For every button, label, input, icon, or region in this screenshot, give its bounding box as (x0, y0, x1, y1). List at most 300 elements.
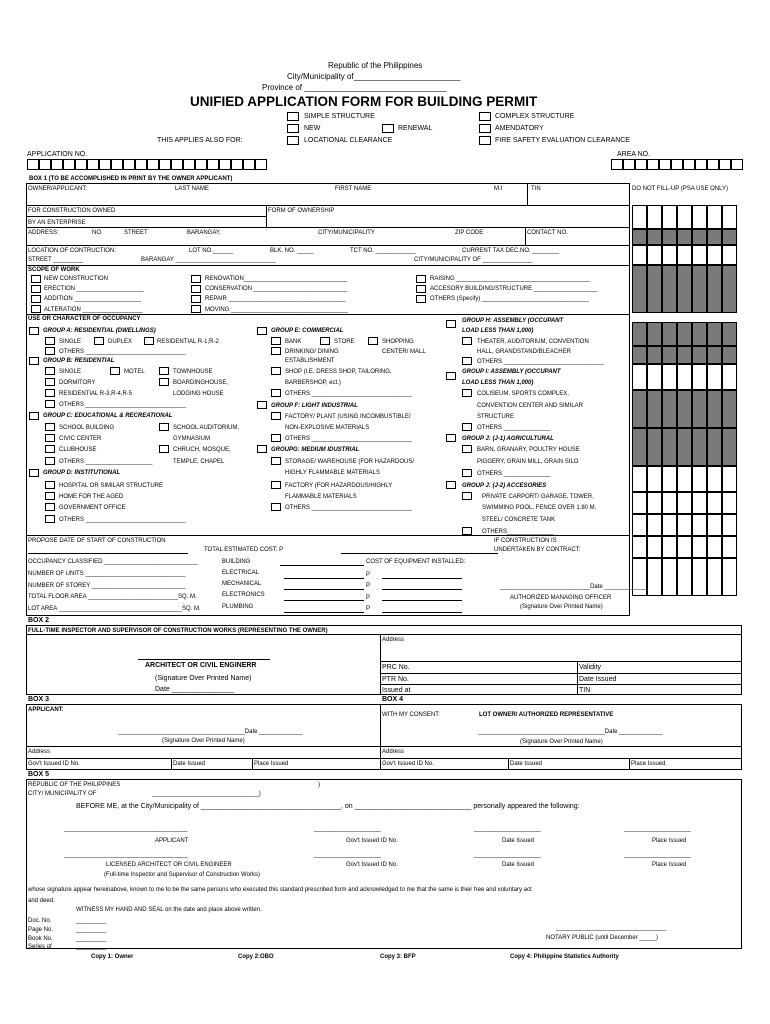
psa-cell[interactable] (632, 428, 647, 466)
location-construction-label: LOCATION OF CONTRUCTION: (28, 248, 116, 254)
c-auditorium-checkbox[interactable] (159, 423, 169, 431)
auth-officer-label: AUTHORIZED MANAGING OFFICER (510, 595, 612, 601)
j1-barn-checkbox[interactable] (462, 445, 472, 453)
psa-cell[interactable] (662, 346, 677, 364)
group-j1-checkbox[interactable] (446, 434, 456, 442)
e-shopping-checkbox[interactable] (368, 337, 378, 345)
psa-cell[interactable] (632, 514, 647, 536)
a-duplex-checkbox[interactable] (94, 337, 104, 345)
city-heading: City/Municipality of________________________ (287, 72, 461, 81)
box2-heading: FULL-TIME INSPECTOR AND SUPERVISOR OF CONSTRUCTION WORKS (REPRESENTING THE OWNER) (28, 628, 328, 634)
psa-cell[interactable] (647, 428, 662, 466)
complex-structure-checkbox[interactable] (479, 112, 491, 121)
psa-cell[interactable] (692, 205, 707, 229)
g-others-label: OTHERS ______________________________ (285, 505, 412, 511)
psa-cell[interactable] (707, 245, 722, 265)
application-no-cell[interactable] (87, 159, 99, 170)
group-c-checkbox[interactable] (29, 412, 39, 420)
b-dorm-checkbox[interactable] (45, 378, 55, 386)
i-coliseum-label: COLISEUM, SPORTS COMPLEX, (477, 391, 569, 397)
notary-place-issued-label: Place Issued (652, 838, 687, 844)
a-others-checkbox[interactable] (45, 347, 55, 355)
i-others-label: OTHERS ______________ (477, 425, 551, 431)
box3-address-label: Address (28, 749, 51, 755)
h-others-checkbox[interactable] (462, 357, 472, 365)
psa-cell[interactable] (662, 558, 677, 596)
area-no-cell[interactable] (647, 159, 659, 170)
psa-cell[interactable] (722, 558, 737, 596)
psa-cell[interactable] (692, 492, 707, 514)
box2-tin-label: TIN (579, 687, 591, 694)
p-label: P (366, 583, 371, 589)
psa-cell[interactable] (692, 364, 707, 390)
b-boarding-checkbox[interactable] (159, 378, 169, 386)
psa-cell[interactable] (707, 265, 722, 313)
a-single-checkbox[interactable] (45, 337, 55, 345)
application-no-cell[interactable] (231, 159, 243, 170)
ptr-label: PTR No. (382, 676, 409, 683)
scope-others-checkbox[interactable] (416, 295, 426, 303)
architect-date-label: Date ________________ (155, 686, 235, 693)
i-others-checkbox[interactable] (462, 423, 472, 431)
psa-cell[interactable] (722, 322, 737, 346)
application-no-cell[interactable] (135, 159, 147, 170)
psa-cell[interactable] (632, 364, 647, 390)
psa-cell[interactable] (662, 466, 677, 492)
psa-cell[interactable] (692, 536, 707, 558)
psa-cell[interactable] (677, 558, 692, 596)
e-others-label: OTHERS ______________________________ (285, 391, 412, 397)
psa-cell[interactable] (707, 536, 722, 558)
group-j1-label: GROUP J: (J-1) AGRICULTURAL (462, 436, 554, 442)
units-label: NUMBER OF UNITS ______________________________ (28, 571, 186, 577)
psa-cell[interactable] (692, 346, 707, 364)
e-shop-checkbox[interactable] (271, 367, 281, 375)
c-civic-checkbox[interactable] (45, 434, 55, 442)
amendatory-checkbox[interactable] (479, 124, 491, 133)
equip-line[interactable] (382, 589, 462, 590)
locational-clearance-label: LOCATIONAL CLEARANCE (304, 137, 393, 144)
application-no-cell[interactable] (51, 159, 63, 170)
raising-checkbox[interactable] (416, 275, 426, 283)
j2-others-label: OTHERS______________ (482, 529, 554, 535)
sign-line: ____________________ (474, 852, 541, 858)
mechanical-label: MECHANICAL (222, 581, 262, 587)
cost-equip-label: COST OF EQUIPMENT INSTALLED: (366, 559, 466, 565)
application-no-label: APPLICATION NO. (27, 151, 88, 158)
psa-cell[interactable] (647, 265, 662, 313)
psa-cell[interactable] (662, 322, 677, 346)
psa-cell[interactable] (632, 390, 647, 428)
box2-divider (577, 661, 578, 695)
psa-cell[interactable] (677, 428, 692, 466)
psa-cell[interactable] (647, 322, 662, 346)
scope-of-work-label: SCOPE OF WORK (28, 267, 80, 273)
area-no-cell[interactable] (659, 159, 671, 170)
application-no-cell[interactable] (39, 159, 51, 170)
rule (26, 245, 630, 246)
psa-cell[interactable] (692, 245, 707, 265)
application-no-cell[interactable] (171, 159, 183, 170)
application-no-cell[interactable] (123, 159, 135, 170)
conservation-checkbox[interactable] (191, 285, 201, 293)
e-store-checkbox[interactable] (320, 337, 330, 345)
b-res-label: RESIDENTIAL R-3,R-4,R-5 (59, 391, 133, 397)
psa-cell[interactable] (707, 205, 722, 229)
area-no-cell[interactable] (611, 159, 623, 170)
psa-cell[interactable] (707, 364, 722, 390)
tax-dec-label: CURRENT TAX DEC.NO. ________ (462, 248, 560, 254)
psa-cell[interactable] (662, 390, 677, 428)
psa-cell[interactable] (662, 492, 677, 514)
psa-cell[interactable] (632, 265, 647, 313)
psa-cell[interactable] (662, 536, 677, 558)
notary-city-line: ________________________________) (152, 791, 261, 797)
d-hospital-checkbox[interactable] (45, 481, 55, 489)
psa-cell[interactable] (632, 245, 647, 265)
application-no-cell[interactable] (75, 159, 87, 170)
area-no-cell[interactable] (683, 159, 695, 170)
h-load-label: LOAD LESS THAN 1,000) (462, 328, 534, 334)
psa-cell[interactable] (677, 265, 692, 313)
psa-cell[interactable] (662, 205, 677, 229)
psa-cell[interactable] (677, 514, 692, 536)
no-label: NO. (92, 230, 103, 236)
c-others-checkbox[interactable] (45, 457, 55, 465)
renovation-checkbox[interactable] (191, 275, 201, 283)
e-estab-label: ESTABLISHMENT (285, 358, 335, 364)
g-factory-checkbox[interactable] (271, 481, 281, 489)
accessory-checkbox[interactable] (416, 285, 426, 293)
psa-cell[interactable] (692, 514, 707, 536)
psa-cell[interactable] (692, 322, 707, 346)
electrical-cost-line[interactable] (284, 578, 364, 579)
psa-cell[interactable] (722, 229, 737, 245)
psa-cell[interactable] (632, 492, 647, 514)
e-center-label: CENTER/ MALL (382, 349, 426, 355)
group-j2-checkbox[interactable] (446, 481, 456, 489)
psa-cell[interactable] (707, 466, 722, 492)
fire-safety-checkbox[interactable] (479, 136, 491, 145)
psa-cell[interactable] (722, 265, 737, 313)
deed-text: and deed. (28, 898, 55, 904)
psa-cell[interactable] (677, 466, 692, 492)
contract-label: IF CONSTRUCTION IS (494, 538, 557, 544)
i-coliseum-checkbox[interactable] (462, 389, 472, 397)
group-d-checkbox[interactable] (29, 469, 39, 477)
doc-no-line: _________ (76, 918, 107, 924)
lot-area-label: LOT AREA _____________________________________SQ. M. (28, 606, 201, 612)
street-line-label: STREET _________ (28, 257, 84, 263)
area-no-cell[interactable] (707, 159, 719, 170)
psa-cell[interactable] (632, 205, 647, 229)
e-store-label: STORE (334, 339, 355, 345)
box3-govt-id-label: Gov't Issued ID No. (28, 761, 80, 767)
d-hospital-label: HOSPITAL OR SIMILAR STRUCTURE (59, 483, 164, 489)
application-no-cell[interactable] (27, 159, 39, 170)
psa-cell[interactable] (632, 229, 647, 245)
application-no-cell[interactable] (195, 159, 207, 170)
d-gov-checkbox[interactable] (45, 503, 55, 511)
psa-cell[interactable] (677, 322, 692, 346)
group-b-checkbox[interactable] (29, 357, 39, 365)
psa-cell[interactable] (722, 390, 737, 428)
city-municipality-label: CITY/MUNICIPALITY (318, 230, 375, 236)
application-no-cell[interactable] (207, 159, 219, 170)
tin-label: TIN (531, 186, 541, 192)
tin-divider (527, 183, 528, 205)
b-single-checkbox[interactable] (45, 367, 55, 375)
b-motel-label: MOTEL (124, 369, 145, 375)
moving-checkbox[interactable] (191, 305, 201, 313)
psa-cell[interactable] (662, 514, 677, 536)
psa-cell[interactable] (647, 514, 662, 536)
group-b-label: GROUP B: RESIDENTIAL (43, 358, 115, 364)
psa-cell[interactable] (647, 390, 662, 428)
equip-line[interactable] (382, 578, 462, 579)
new-construction-checkbox[interactable] (31, 275, 41, 283)
architect-sig-line[interactable] (138, 659, 270, 660)
b-motel-checkbox[interactable] (110, 367, 120, 375)
new-checkbox[interactable] (287, 124, 299, 133)
area-no-cell[interactable] (731, 159, 743, 170)
blk-no-label: BLK. NO. _____ (270, 248, 314, 254)
psa-cell[interactable] (692, 466, 707, 492)
application-no-cell[interactable] (243, 159, 255, 170)
area-no-cell[interactable] (623, 159, 635, 170)
psa-cell[interactable] (707, 514, 722, 536)
box1-title: BOX 1 (TO BE ACCOMPLISHED IN PRINT BY THE OWNER APPLICANT) (29, 176, 233, 182)
g-factory-label: FACTORY (FOR HAZARDOUS/HIGHLY (285, 483, 393, 489)
d-home-label: HOME FOR THE AGED (59, 494, 124, 500)
psa-cell[interactable] (707, 492, 722, 514)
propose-date-line[interactable] (28, 553, 188, 554)
application-no-cell[interactable] (147, 159, 159, 170)
g-storage-checkbox[interactable] (271, 457, 281, 465)
group-f-checkbox[interactable] (257, 401, 267, 409)
psa-cell[interactable] (722, 205, 737, 229)
h-theater-checkbox[interactable] (462, 337, 472, 345)
psa-cell[interactable] (677, 364, 692, 390)
application-no-cell[interactable] (99, 159, 111, 170)
psa-cell[interactable] (647, 245, 662, 265)
box4-govt-id-label: Gov't Issued ID No. (382, 761, 434, 767)
b-others-checkbox[interactable] (45, 400, 55, 408)
d-home-checkbox[interactable] (45, 492, 55, 500)
psa-cell[interactable] (677, 229, 692, 245)
psa-cell[interactable] (707, 322, 722, 346)
psa-cell[interactable] (677, 390, 692, 428)
area-no-cell[interactable] (719, 159, 731, 170)
box34-divider (380, 704, 381, 770)
psa-cell[interactable] (707, 428, 722, 466)
j2-others-checkbox[interactable] (462, 527, 472, 535)
page-no-label: Page No. (28, 927, 54, 933)
electronics-cost-line[interactable] (284, 600, 364, 601)
contact-no-label: CONTACT NO. (527, 230, 568, 236)
notary-date-issued-label: Date Issued (502, 862, 535, 868)
group-e-checkbox[interactable] (257, 327, 267, 335)
alteration-label: ALTERATION __________________ (44, 307, 143, 313)
psa-cell[interactable] (647, 466, 662, 492)
electronics-label: ELECTRONICS (222, 592, 265, 598)
psa-cell[interactable] (677, 346, 692, 364)
application-no-cell[interactable] (111, 159, 123, 170)
zip-code-label: ZIP CODE (455, 230, 484, 236)
psa-cell[interactable] (722, 536, 737, 558)
psa-cell[interactable] (692, 428, 707, 466)
psa-cell[interactable] (722, 466, 737, 492)
c-church-checkbox[interactable] (159, 445, 169, 453)
g-others-checkbox[interactable] (271, 503, 281, 511)
plumbing-cost-line[interactable] (284, 612, 364, 613)
i-structure-label: STRUCTURE (477, 414, 514, 420)
psa-cell[interactable] (632, 322, 647, 346)
d-others-checkbox[interactable] (45, 515, 55, 523)
psa-cell[interactable] (662, 245, 677, 265)
rule (380, 684, 742, 685)
group-h-checkbox[interactable] (446, 320, 456, 328)
psa-cell[interactable] (692, 265, 707, 313)
box4-date-issued-label: Date Issued (510, 761, 543, 767)
repair-label: REPAIR ___________________________________ (205, 296, 346, 302)
psa-cell[interactable] (647, 492, 662, 514)
psa-cell[interactable] (662, 265, 677, 313)
psa-cell[interactable] (677, 536, 692, 558)
new-label: NEW (304, 125, 321, 132)
repair-checkbox[interactable] (191, 295, 201, 303)
erection-checkbox[interactable] (31, 285, 41, 293)
equip-line[interactable] (382, 600, 462, 601)
psa-cell[interactable] (632, 558, 647, 596)
rule (26, 216, 266, 217)
application-no-cell[interactable] (159, 159, 171, 170)
box2-title: BOX 2 (28, 617, 50, 624)
psa-cell[interactable] (647, 364, 662, 390)
area-no-cell[interactable] (671, 159, 683, 170)
addition-checkbox[interactable] (31, 295, 41, 303)
a-others-label: OTHERS ______________________________ (59, 349, 186, 355)
psa-cell[interactable] (647, 205, 662, 229)
psa-cell[interactable] (707, 390, 722, 428)
c-club-checkbox[interactable] (45, 445, 55, 453)
psa-cell[interactable] (707, 346, 722, 364)
equip-line[interactable] (382, 612, 462, 613)
e-bank-checkbox[interactable] (271, 337, 281, 345)
psa-cell[interactable] (647, 558, 662, 596)
ownership-divider (266, 205, 267, 227)
application-no-cell[interactable] (183, 159, 195, 170)
psa-cell[interactable] (722, 514, 737, 536)
psa-cell[interactable] (692, 558, 707, 596)
by-enterprise-label: BY AN ENTERPRISE (28, 220, 86, 226)
rule (26, 265, 630, 266)
group-i-checkbox[interactable] (446, 372, 456, 380)
issued-at-label: Issued at (382, 687, 411, 694)
psa-cell[interactable] (707, 229, 722, 245)
psa-cell[interactable] (722, 245, 737, 265)
locational-clearance-checkbox[interactable] (287, 136, 299, 145)
j2-private-checkbox[interactable] (462, 492, 472, 500)
applicant-label: APPLICANT: (28, 707, 64, 713)
psa-cell[interactable] (677, 245, 692, 265)
psa-cell[interactable] (722, 492, 737, 514)
group-f-label: GROUP F: LIGHT INDUSTRIAL (271, 403, 358, 409)
psa-cell[interactable] (722, 346, 737, 364)
renewal-checkbox[interactable] (382, 124, 394, 133)
officer-sig-label: (Signature Over Printed Name) (520, 604, 603, 610)
cell-divider (629, 758, 630, 770)
scope-others-label: OTHERS (Specify) ________________________________ (430, 296, 589, 302)
psa-cell[interactable] (632, 466, 647, 492)
total-cost-label: TOTAL ESTIMATED COST: P (204, 547, 284, 553)
area-no-cell[interactable] (695, 159, 707, 170)
psa-cell[interactable] (692, 229, 707, 245)
total-cost-line[interactable] (341, 553, 498, 554)
box3-title: BOX 3 (28, 696, 50, 703)
a-residential-checkbox[interactable] (144, 337, 154, 345)
i-conv-label: CONVENTION CENTER AND SIMILAR (477, 403, 584, 409)
paren-label: ) (318, 782, 320, 788)
group-c-label: GROUP C: EDUCATIONAL & RECREATIONAL (43, 413, 173, 419)
j1-others-checkbox[interactable] (462, 469, 472, 477)
c-auditorium-label: SCHOOL AUDITORIUM, (173, 425, 240, 431)
cell-divider (252, 758, 253, 770)
alteration-checkbox[interactable] (31, 305, 41, 313)
simple-structure-checkbox[interactable] (287, 112, 299, 121)
application-no-cell[interactable] (219, 159, 231, 170)
mechanical-cost-line[interactable] (284, 589, 364, 590)
application-no-cell[interactable] (63, 159, 75, 170)
application-no-cell[interactable] (255, 159, 267, 170)
full-time-label: (Full-time Inspector and Supervisor of Construction Works) (104, 872, 260, 878)
e-others-checkbox[interactable] (271, 389, 281, 397)
f-factory-checkbox[interactable] (271, 412, 281, 420)
psa-cell[interactable] (707, 558, 722, 596)
e-drinking-checkbox[interactable] (271, 347, 281, 355)
h-theater-label: THEATER, AUDITORIUM, CONVENTION (477, 339, 589, 345)
f-others-checkbox[interactable] (271, 434, 281, 442)
psa-cell[interactable] (722, 364, 737, 390)
group-g-checkbox[interactable] (257, 445, 267, 453)
psa-cell[interactable] (632, 536, 647, 558)
psa-cell[interactable] (677, 492, 692, 514)
i-load-label: LOAD LESS THAN 1,000) (462, 380, 534, 386)
conservation-label: CONSERVATION ____________________________ (205, 286, 348, 292)
group-a-checkbox[interactable] (29, 327, 39, 335)
area-no-cell[interactable] (635, 159, 647, 170)
architect-label: ARCHITECT OR CIVIL ENGINERR (145, 662, 257, 669)
psa-cell[interactable] (662, 428, 677, 466)
b-townhouse-checkbox[interactable] (159, 367, 169, 375)
psa-cell[interactable] (662, 229, 677, 245)
psa-cell[interactable] (632, 346, 647, 364)
psa-cell[interactable] (662, 364, 677, 390)
d-gov-label: GOVERNMENT OFFICE (59, 505, 126, 511)
b-res-checkbox[interactable] (45, 389, 55, 397)
psa-cell[interactable] (692, 390, 707, 428)
building-cost-line[interactable] (280, 565, 364, 566)
psa-cell[interactable] (647, 536, 662, 558)
psa-cell[interactable] (677, 205, 692, 229)
psa-cell[interactable] (647, 346, 662, 364)
c-school-checkbox[interactable] (45, 423, 55, 431)
psa-cell[interactable] (647, 229, 662, 245)
psa-cell[interactable] (722, 428, 737, 466)
moving-label: MOVING ___________________________________ (205, 307, 348, 313)
notary-govt-id-label: Gov't Issued ID No. (346, 862, 398, 868)
c-school-label: SCHOOL BUILDING (59, 425, 115, 431)
